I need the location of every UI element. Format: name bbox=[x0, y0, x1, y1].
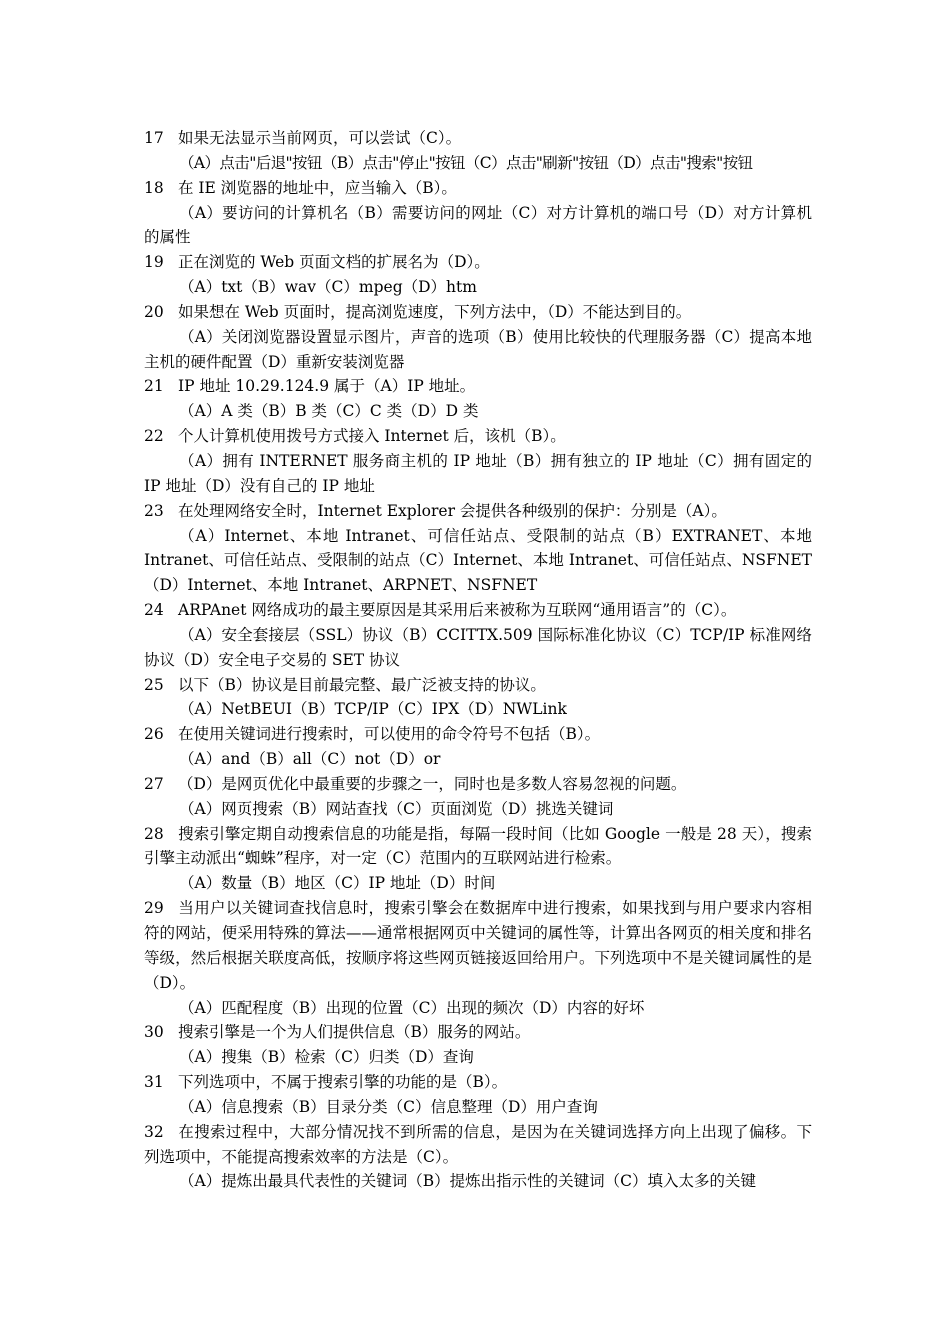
question-number: 26 bbox=[144, 725, 164, 744]
question-options: （A）点击"后退"按钮（B）点击"停止"按钮（C）点击"刷新"按钮（D）点击"搜索"按钮 bbox=[179, 153, 753, 172]
question-number: 20 bbox=[144, 302, 164, 321]
question-17 bbox=[144, 126, 812, 151]
question-options: （A）Internet、本地 Intranet、可信任站点、受限制的站点（B）EXTRANET、本地 Intranet、可信任站点、受限制的站点（C）Internet、本地 Intranet、可信任站点、NSFNET（D）Internet、本地 Intranet、ARPNET、NSFNET bbox=[144, 526, 812, 595]
question-30 bbox=[144, 1020, 812, 1045]
question-options: （A）安全套接层（SSL）协议（B）CCITTX.509 国际标准化协议（C）TCP/IP 标准网络协议（D）安全电子交易的 SET 协议 bbox=[144, 625, 812, 669]
question-stem: （D）是网页优化中最重要的步骤之一，同时也是多数人容易忽视的问题。 bbox=[178, 774, 687, 793]
question-options: （A）txt（B）wav（C）mpeg（D）htm bbox=[179, 278, 477, 297]
question-stem: 以下（B）协议是目前最完整、最广泛被支持的协议。 bbox=[178, 675, 546, 694]
question-stem: 正在浏览的 Web 页面文档的扩展名为（D）。 bbox=[178, 253, 490, 272]
question-number: 31 bbox=[144, 1073, 164, 1092]
question-stem: 在使用关键词进行搜索时，可以使用的命令符号不包括（B）。 bbox=[178, 725, 601, 744]
question-number: 17 bbox=[144, 129, 164, 147]
question-32 bbox=[144, 1120, 812, 1170]
question-options: （A）关闭浏览器设置显示图片，声音的选项（B）使用比较快的代理服务器（C）提高本地主机的硬件配置（D）重新安装浏览器 bbox=[144, 327, 812, 371]
question-26 bbox=[144, 722, 812, 747]
question-stem: 搜索引擎是一个为人们提供信息（B）服务的网站。 bbox=[178, 1023, 531, 1042]
question-number: 22 bbox=[144, 427, 164, 446]
question-list bbox=[144, 126, 812, 1194]
question-stem: ARPAnet 网络成功的最主要原因是其采用后来被称为互联网“通用语言”的（C）。 bbox=[178, 601, 737, 620]
question-stem: 当用户以关键词查找信息时，搜索引擎会在数据库中进行搜索，如果找到与用户要求内容相符的网站，便采用特殊的算法——通常根据网页中关键词的属性等，计算出各网页的相关度和排名等级，然后根据关联度高低，按顺序将这些网页链接返回给用户。下列选项中不是关键词属性的是（D）。 bbox=[144, 899, 812, 992]
question-stem: 在 IE 浏览器的地址中，应当输入（B）。 bbox=[178, 178, 457, 197]
question-number: 32 bbox=[144, 1122, 164, 1141]
question-23 bbox=[144, 499, 812, 524]
question-number: 27 bbox=[144, 774, 164, 793]
question-number: 23 bbox=[144, 501, 164, 520]
question-stem: 在处理网络安全时，Internet Explorer 会提供各种级别的保护：分别是（A）。 bbox=[178, 501, 727, 520]
question-19 bbox=[144, 250, 812, 275]
question-20 bbox=[144, 300, 812, 325]
question-31 bbox=[144, 1070, 812, 1095]
question-options: （A）A 类（B）B 类（C）C 类（D）D 类 bbox=[179, 402, 479, 421]
question-28 bbox=[144, 822, 812, 872]
question-stem: 在搜索过程中，大部分情况找不到所需的信息，是因为在关键词选择方向上出现了偏移。下列选项中，不能提高搜索效率的方法是（C）。 bbox=[144, 1122, 812, 1166]
question-options: （A）信息搜索（B）目录分类（C）信息整理（D）用户查询 bbox=[179, 1097, 598, 1116]
question-number: 28 bbox=[144, 824, 164, 843]
question-22 bbox=[144, 424, 812, 449]
question-21 bbox=[144, 374, 812, 399]
question-25 bbox=[144, 673, 812, 698]
question-27 bbox=[144, 772, 812, 797]
question-stem: 下列选项中，不属于搜索引擎的功能的是（B）。 bbox=[178, 1073, 508, 1092]
question-number: 30 bbox=[144, 1023, 164, 1042]
question-options: （A）NetBEUI（B）TCP/IP（C）IPX（D）NWLink bbox=[179, 700, 567, 719]
question-options: （A）网页搜索（B）网站查找（C）页面浏览（D）挑选关键词 bbox=[179, 799, 614, 818]
question-options: （A）数量（B）地区（C）IP 地址（D）时间 bbox=[179, 874, 496, 893]
question-number: 25 bbox=[144, 675, 164, 694]
question-stem: 如果无法显示当前网页，可以尝试（C）。 bbox=[178, 129, 462, 147]
question-number: 21 bbox=[144, 377, 164, 396]
question-stem: 搜索引擎定期自动搜索信息的功能是指，每隔一段时间（比如 Google 一般是 28 天），搜索引擎主动派出“蜘蛛”程序，对一定（C）范围内的互联网站进行检索。 bbox=[144, 824, 812, 868]
question-stem: 个人计算机使用拨号方式接入 Internet 后，该机（B）。 bbox=[178, 427, 566, 446]
question-options: （A）要访问的计算机名（B）需要访问的网址（C）对方计算机的端口号（D）对方计算机的属性 bbox=[144, 203, 812, 247]
question-options: （A）提炼出最具代表性的关键词（B）提炼出指示性的关键词（C）填入太多的关键 bbox=[179, 1172, 756, 1191]
question-number: 19 bbox=[144, 253, 164, 272]
question-number: 18 bbox=[144, 178, 164, 197]
question-options: （A）and（B）all（C）not（D）or bbox=[179, 750, 441, 769]
question-29 bbox=[144, 896, 812, 995]
question-stem: 如果想在 Web 页面时，提高浏览速度，下列方法中，（D）不能达到目的。 bbox=[178, 302, 692, 321]
question-18 bbox=[144, 176, 812, 201]
question-options: （A）匹配程度（B）出现的位置（C）出现的频次（D）内容的好坏 bbox=[179, 998, 645, 1017]
question-number: 29 bbox=[144, 899, 164, 918]
question-24 bbox=[144, 598, 812, 623]
question-options: （A）拥有 INTERNET 服务商主机的 IP 地址（B）拥有独立的 IP 地址（C）拥有固定的 IP 地址（D）没有自己的 IP 地址 bbox=[144, 451, 812, 495]
question-stem: IP 地址 10.29.124.9 属于（A）IP 地址。 bbox=[178, 377, 476, 396]
question-number: 24 bbox=[144, 601, 164, 620]
question-options: （A）搜集（B）检索（C）归类（D）查询 bbox=[179, 1048, 474, 1067]
